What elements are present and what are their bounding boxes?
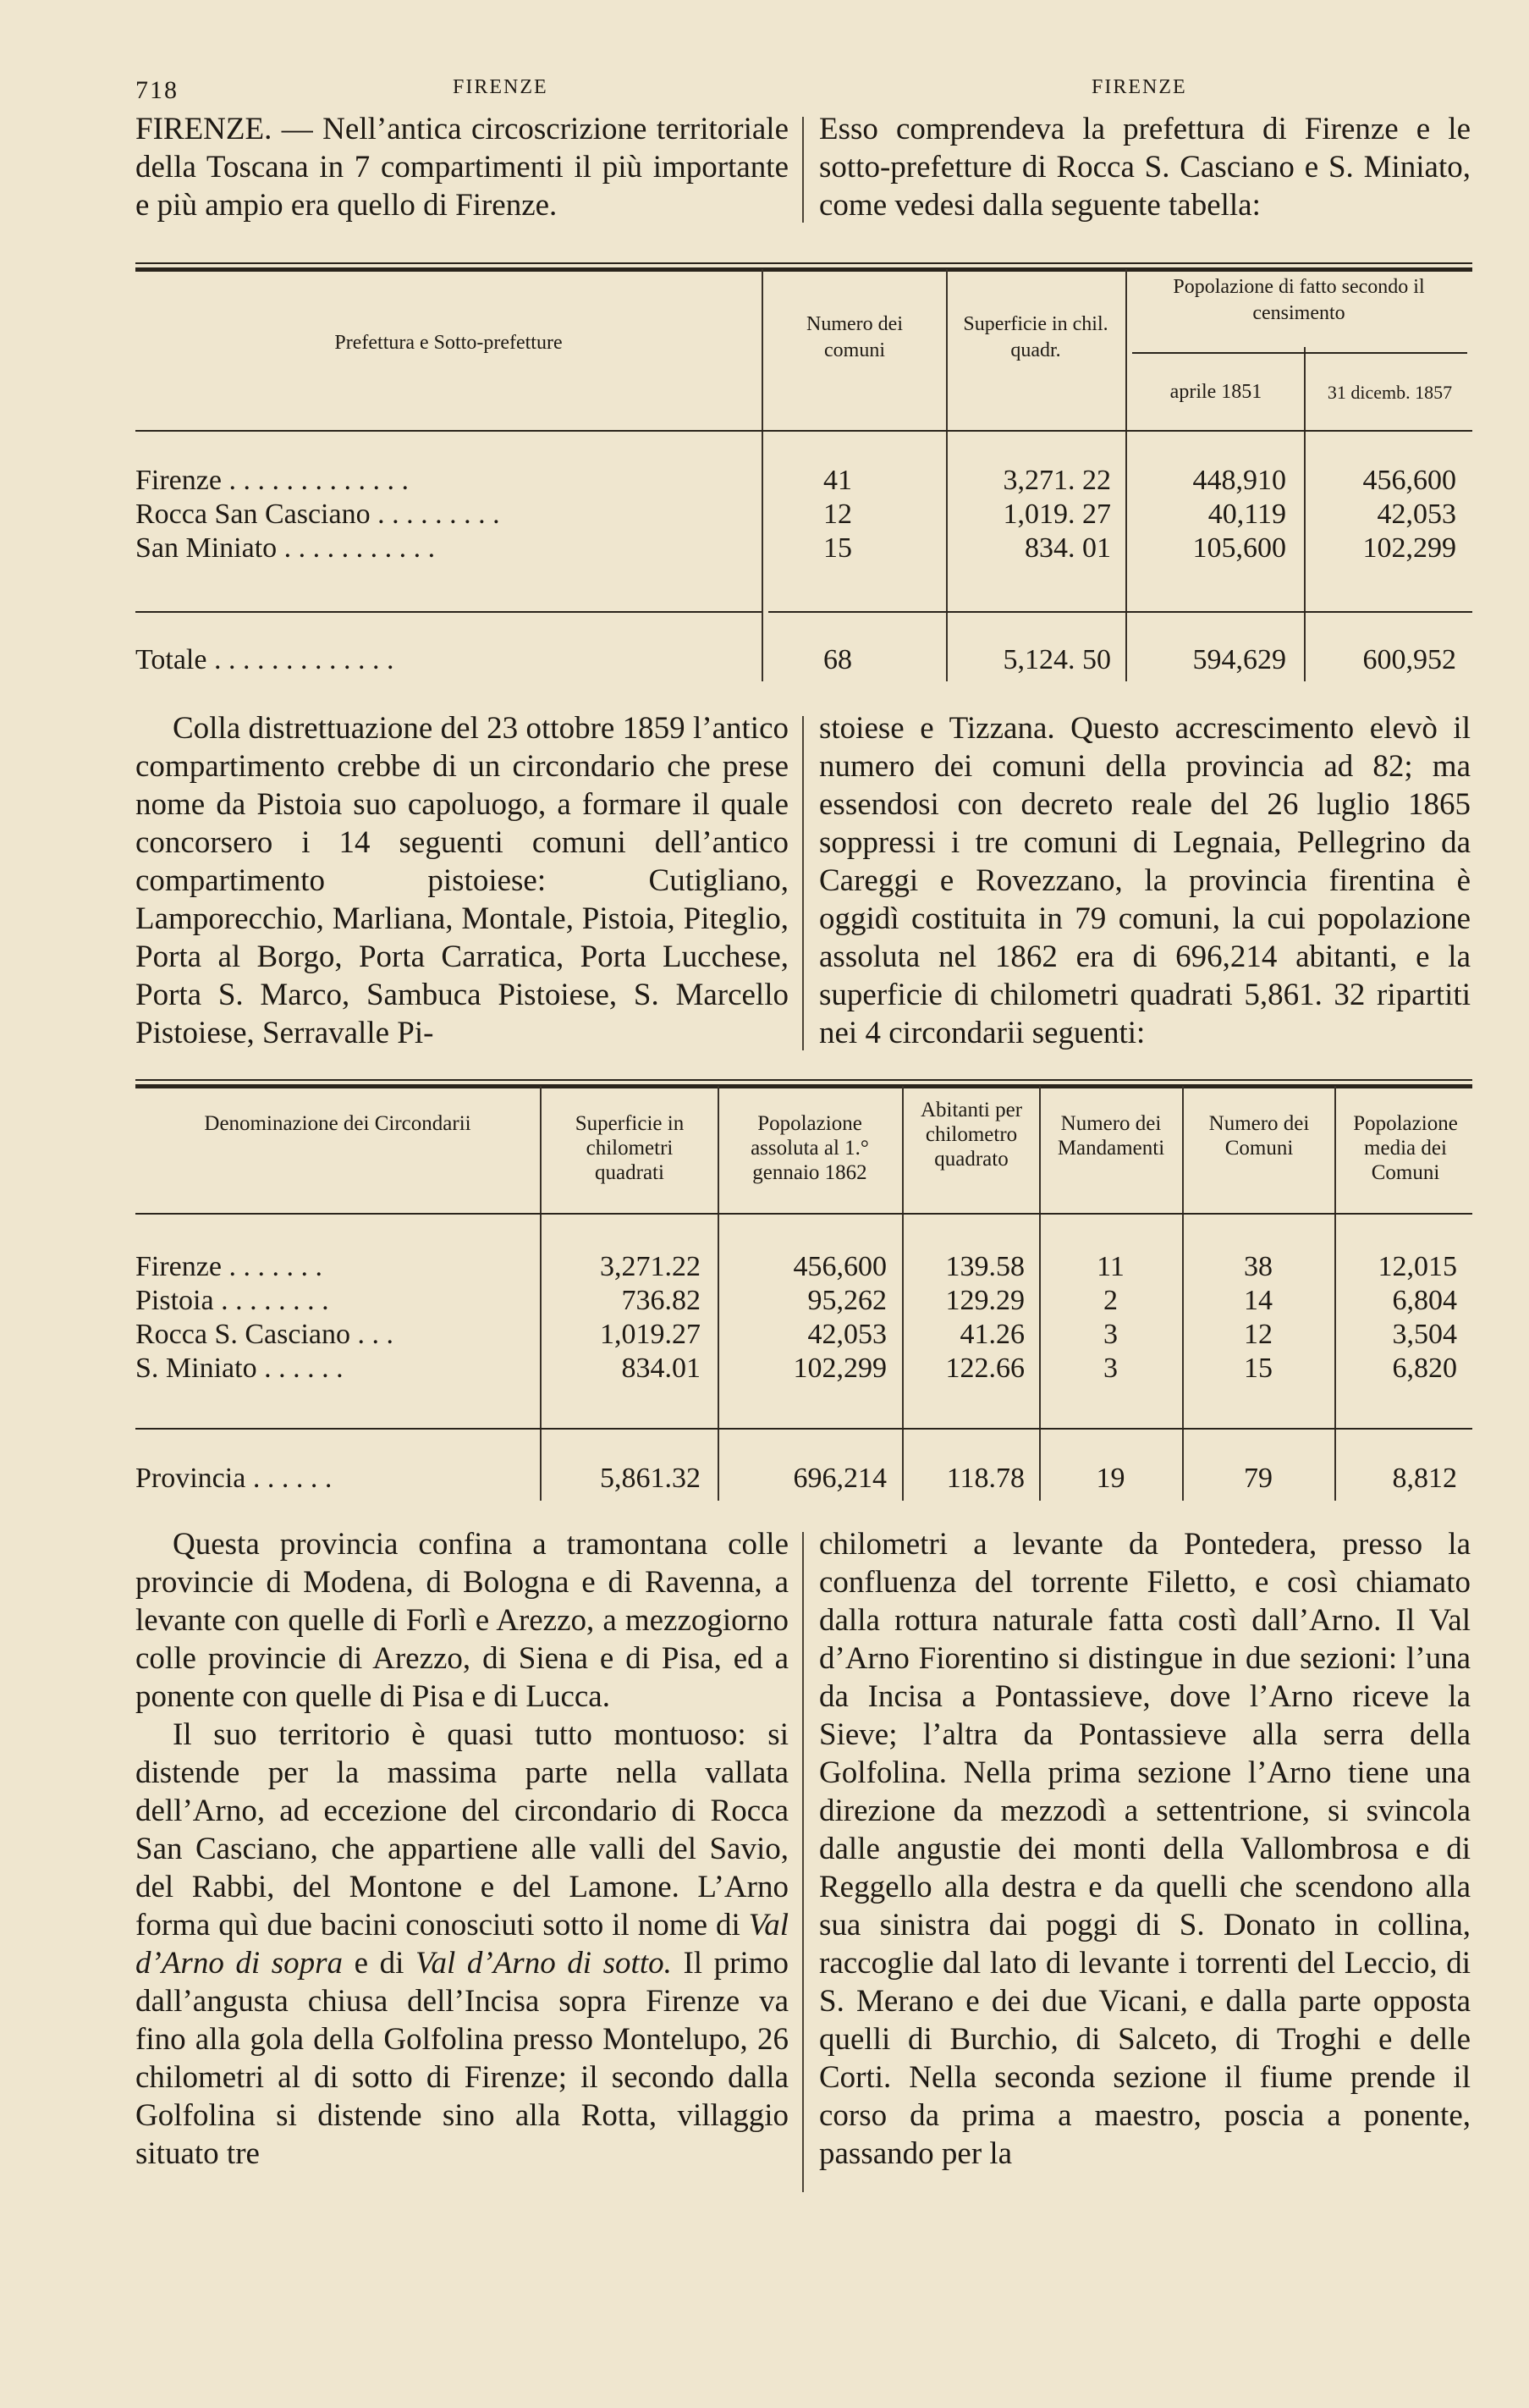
cell-superficie: 1,019.27 — [600, 1319, 701, 1350]
column-separator — [802, 1532, 804, 2192]
intro-right-text: Esso comprendeva la prefettura di Firenze e le sotto-prefetture di Rocca S. Casciano e S. Miniato, come vedesi dalla seguente tabella: — [819, 112, 1471, 223]
cell-superficie: 834. 01 — [1025, 532, 1111, 564]
cell-mandamenti: 3 — [1103, 1319, 1118, 1350]
cell-media: 3,504 — [1392, 1319, 1457, 1350]
header-superficie: Superficie in chil. quadr. — [963, 313, 1108, 361]
para3-left-text-2: Il suo territorio è quasi tutto montuoso: si distende per la massima parte nella vallata dell’Arno, ad eccezione del circondario di Rocca San Casciano, che appartiene alle valli del Savio, del Rabbi, del Montone e del Lamone. L’Arno forma quì due bacini conosciuti sotto il nome di Val d’Arno di sopra e di Val d’Arno di sotto. Il primo dall’angusta chiusa dell’Incisa sopra Firenze va fino alla gola della Golfolina presso Montelupo, 26 chilometri al di sotto di Firenze; il secondo dalla Golfolina si distende sino alla Rotta, villaggio situato tre — [135, 1717, 789, 2171]
total-mandamenti: 19 — [1096, 1463, 1125, 1494]
header-superficie: Superficie in chilometri quadrati — [575, 1112, 685, 1184]
header-abitanti: Abitanti per chilometro quadrato — [920, 1099, 1023, 1171]
table-rule — [135, 611, 762, 613]
row-name: S. Miniato . . . . . . — [135, 1353, 344, 1384]
cell-comuni: 15 — [1244, 1353, 1273, 1384]
table-rule — [135, 262, 1472, 264]
total-comuni: 79 — [1244, 1463, 1273, 1494]
intro-left-text: FIRENZE. — Nell’antica circoscrizione territoriale della Toscana in 7 compartimenti il più importante e più ampio era quello di Firenze. — [135, 112, 789, 223]
total-abitanti: 118.78 — [946, 1463, 1025, 1494]
row-name: Firenze . . . . . . . — [135, 1251, 322, 1282]
column-separator — [802, 117, 804, 223]
running-head-left: FIRENZE — [453, 76, 548, 98]
cell-pop-1851: 40,119 — [1207, 499, 1286, 530]
para2-left-text: Colla distrettuazione del 23 ottobre 1859 l’antico compartimento crebbe di un circondario che prese nome da Pistoia suo capoluogo, a formare il quale concorsero i 14 seguenti comuni dell’antico compartimento pistoiese: Cutigliano, Lamporecchio, Marliana, Montale, Pistoia, Piteglio, Porta al Borgo, Porta Carratica, Porta Lucchese, Porta S. Marco, Sambuca Pistoiese, S. Marcello Pistoiese, Serravalle Pi- — [135, 711, 789, 1050]
intro-left-column — [135, 110, 789, 224]
total-pop-1851: 594,629 — [1192, 644, 1286, 675]
header-popolazione-assoluta: Popolazione assoluta al 1.° gennaio 1862 — [751, 1112, 869, 1184]
cell-popolazione: 456,600 — [793, 1251, 887, 1282]
table-subheader-rule — [1132, 352, 1467, 354]
para3-right-column — [819, 1525, 1471, 2173]
cell-mandamenti: 3 — [1103, 1353, 1118, 1384]
cell-comuni: 15 — [823, 532, 852, 564]
total-popolazione: 696,214 — [793, 1463, 887, 1494]
cell-abitanti: 139.58 — [945, 1251, 1025, 1282]
total-label: Totale . . . . . . . . . . . . . — [135, 644, 394, 675]
header-numero-comuni: Numero dei comuni — [806, 313, 903, 361]
total-comuni: 68 — [823, 644, 852, 675]
cell-superficie: 3,271.22 — [600, 1251, 701, 1282]
cell-pop-1857: 42,053 — [1377, 499, 1456, 530]
cell-superficie: 834.01 — [621, 1353, 701, 1384]
total-superficie: 5,861.32 — [600, 1463, 701, 1494]
header-comuni: Numero dei Comuni — [1208, 1112, 1310, 1160]
prefetture-table — [135, 262, 1472, 681]
cell-mandamenti: 2 — [1103, 1285, 1118, 1316]
total-superficie: 5,124. 50 — [1003, 644, 1111, 675]
row-name: Firenze . . . . . . . . . . . . . — [135, 465, 409, 496]
total-media: 8,812 — [1392, 1463, 1457, 1494]
row-name: Rocca San Casciano . . . . . . . . . — [135, 499, 500, 530]
cell-pop-1851: 448,910 — [1192, 465, 1286, 496]
cell-comuni: 12 — [823, 499, 852, 530]
row-name: Pistoia . . . . . . . . — [135, 1285, 329, 1316]
header-prefettura: Prefettura e Sotto-prefetture — [334, 332, 563, 354]
running-head-right: FIRENZE — [1092, 76, 1187, 98]
circondarii-table — [135, 1079, 1472, 1501]
cell-popolazione: 102,299 — [793, 1353, 887, 1384]
table-rule — [135, 430, 1472, 432]
table-rule — [768, 611, 1472, 613]
table-rule — [135, 1084, 1472, 1088]
header-aprile-1851: aprile 1851 — [1169, 381, 1262, 403]
cell-comuni: 12 — [1244, 1319, 1273, 1350]
page-number: 718 — [135, 76, 179, 104]
cell-mandamenti: 11 — [1097, 1251, 1125, 1282]
cell-media: 6,804 — [1392, 1285, 1457, 1316]
table-rule — [135, 267, 1472, 272]
cell-pop-1857: 102,299 — [1362, 532, 1456, 564]
table-rule — [135, 1428, 1472, 1430]
header-mandamenti: Numero dei Mandamenti — [1057, 1112, 1165, 1160]
cell-comuni: 41 — [823, 465, 852, 496]
para3-right-text: chilometri a levante da Pontedera, presso la confluenza del torrente Filetto, e così chiamato dalla rottura naturale fatta costì dall’Arno. Il Val d’Arno Fiorentino si distingue in due sezioni: l’una da Incisa a Pontassieve, dove l’Arno riceve la Sieve; l’altra da Pontassieve alla serra della Golfolina. Nella prima sezione l’Arno tiene una direzione da mezzodì a settentrione, si svincola dalle angustie dei monti della Vallombrosa e di Reggello alla destra e da quelli che scendono alla sua sinistra dai poggi di S. Donato in collina, raccoglie dal lato di levante i torrenti del Leccio, di S. Merano e dei due Vicani, e dalla parte opposta quelli di Burchio, di Salceto, di Troghi e delle Corti. Nella seconda sezione il fiume prende il corso da prima a maestro, poscia a ponente, passando per la — [819, 1527, 1471, 2171]
para2-right-column — [819, 709, 1471, 1052]
cell-abitanti: 129.29 — [945, 1285, 1025, 1316]
header-popolazione: Popolazione di fatto secondo il censimento — [1173, 276, 1425, 324]
cell-popolazione: 42,053 — [807, 1319, 887, 1350]
cell-superficie: 3,271. 22 — [1003, 465, 1111, 496]
cell-abitanti: 122.66 — [945, 1353, 1025, 1384]
cell-comuni: 14 — [1244, 1285, 1273, 1316]
cell-comuni: 38 — [1244, 1251, 1273, 1282]
header-denominazione: Denominazione dei Circondarii — [204, 1112, 471, 1135]
cell-abitanti: 41.26 — [960, 1319, 1025, 1350]
cell-superficie: 736.82 — [621, 1285, 701, 1316]
table-rule — [135, 1213, 1472, 1215]
para2-left-column — [135, 709, 789, 1052]
header-popolazione-media: Popolazione media dei Comuni — [1353, 1112, 1458, 1184]
para3-left-column — [135, 1525, 789, 2173]
cell-superficie: 1,019. 27 — [1003, 499, 1111, 530]
total-pop-1857: 600,952 — [1362, 644, 1456, 675]
cell-media: 12,015 — [1378, 1251, 1457, 1282]
para3-left-text-1: Questa provincia confina a tramontana colle provincie di Modena, di Bologna e di Ravenna, a levante con quelle di Forlì e Arezzo, a mezzogiorno colle provincie di Arezzo, di Siena e di Pisa, ed a ponente con quelle di Pisa e di Lucca. — [135, 1527, 789, 1714]
header-dicembre-1857: 31 dicemb. 1857 — [1327, 382, 1453, 403]
para2-right-text: stoiese e Tizzana. Questo accrescimento elevò il numero dei comuni della provincia ad 82; ma essendosi con decreto reale del 26 luglio 1865 soppressi i tre comuni di Legnaia, Pellegrino da Careggi e Rovezzano, la provincia firentina è oggidì costituita in 79 comuni, la cui popolazione assoluta nel 1862 era di 696,214 abitanti, e la superficie di chilometri quadrati 5,861. 32 ripartiti nei 4 circondarii seguenti: — [819, 711, 1471, 1050]
intro-right-column — [819, 110, 1471, 224]
cell-pop-1857: 456,600 — [1362, 465, 1456, 496]
column-separator — [802, 716, 804, 1050]
total-label: Provincia . . . . . . — [135, 1463, 333, 1494]
row-name: Rocca S. Casciano . . . — [135, 1319, 393, 1350]
row-name: San Miniato . . . . . . . . . . . — [135, 532, 436, 564]
cell-popolazione: 95,262 — [807, 1285, 887, 1316]
table-rule — [135, 1079, 1472, 1081]
cell-pop-1851: 105,600 — [1192, 532, 1286, 564]
cell-media: 6,820 — [1392, 1353, 1457, 1384]
